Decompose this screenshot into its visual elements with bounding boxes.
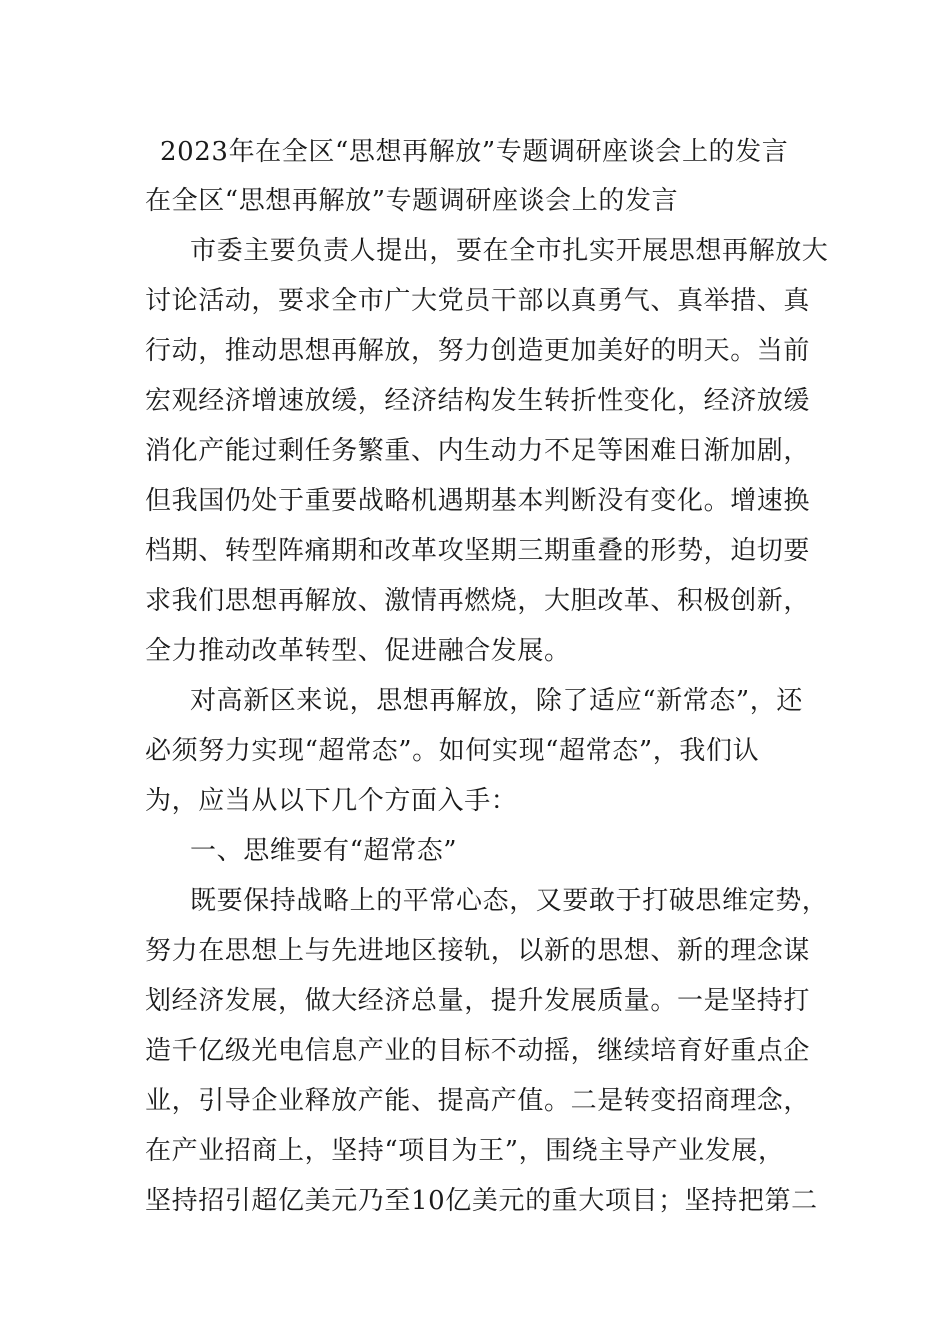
- paragraph-line: 全力推动改革转型、促进融合发展。: [145, 636, 571, 666]
- paragraph-line: 业，引导企业释放产能、提高产值。二是转变招商理念，: [145, 1086, 811, 1116]
- document-title: 2023年在全区“思想再解放”专题调研座谈会上的发言: [160, 137, 789, 167]
- paragraph-line: 划经济发展，做大经济总量，提升发展质量。一是坚持打: [145, 986, 811, 1016]
- paragraph-line: 造千亿级光电信息产业的目标不动摇，继续培育好重点企: [145, 1036, 811, 1066]
- paragraph-line: 档期、转型阵痛期和改革攻坚期三期重叠的形势，迫切要: [145, 536, 811, 566]
- paragraph-line: 为，应当从以下几个方面入手：: [145, 786, 518, 816]
- document-subtitle: 在全区“思想再解放”专题调研座谈会上的发言: [145, 186, 679, 216]
- paragraph-line: 求我们思想再解放、激情再燃烧，大胆改革、积极创新，: [145, 586, 811, 616]
- paragraph-line: 讨论活动，要求全市广大党员干部以真勇气、真举措、真: [145, 286, 811, 316]
- paragraph-line: 对高新区来说，思想再解放，除了适应“新常态”，还: [190, 686, 803, 716]
- paragraph-line: 努力在思想上与先进地区接轨，以新的思想、新的理念谋: [145, 936, 811, 966]
- paragraph-line: 消化产能过剩任务繁重、内生动力不足等困难日渐加剧，: [145, 436, 811, 466]
- paragraph-line: 在产业招商上，坚持“项目为王”，围绕主导产业发展，: [145, 1136, 785, 1166]
- paragraph-line: 坚持招引超亿美元乃至10亿美元的重大项目；坚持把第二: [145, 1186, 818, 1216]
- paragraph-line: 必须努力实现“超常态”。如何实现“超常态”，我们认: [145, 736, 760, 766]
- paragraph-line: 既要保持战略上的平常心态，又要敢于打破思维定势，: [190, 886, 829, 916]
- paragraph-line: 行动，推动思想再解放，努力创造更加美好的明天。当前: [145, 336, 811, 366]
- paragraph-line: 宏观经济增速放缓，经济结构发生转折性变化，经济放缓: [145, 386, 811, 416]
- section-heading: 一、思维要有“超常态”: [190, 836, 458, 866]
- paragraph-line: 但我国仍处于重要战略机遇期基本判断没有变化。增速换: [145, 486, 811, 516]
- paragraph-line: 市委主要负责人提出，要在全市扎实开展思想再解放大: [190, 236, 829, 266]
